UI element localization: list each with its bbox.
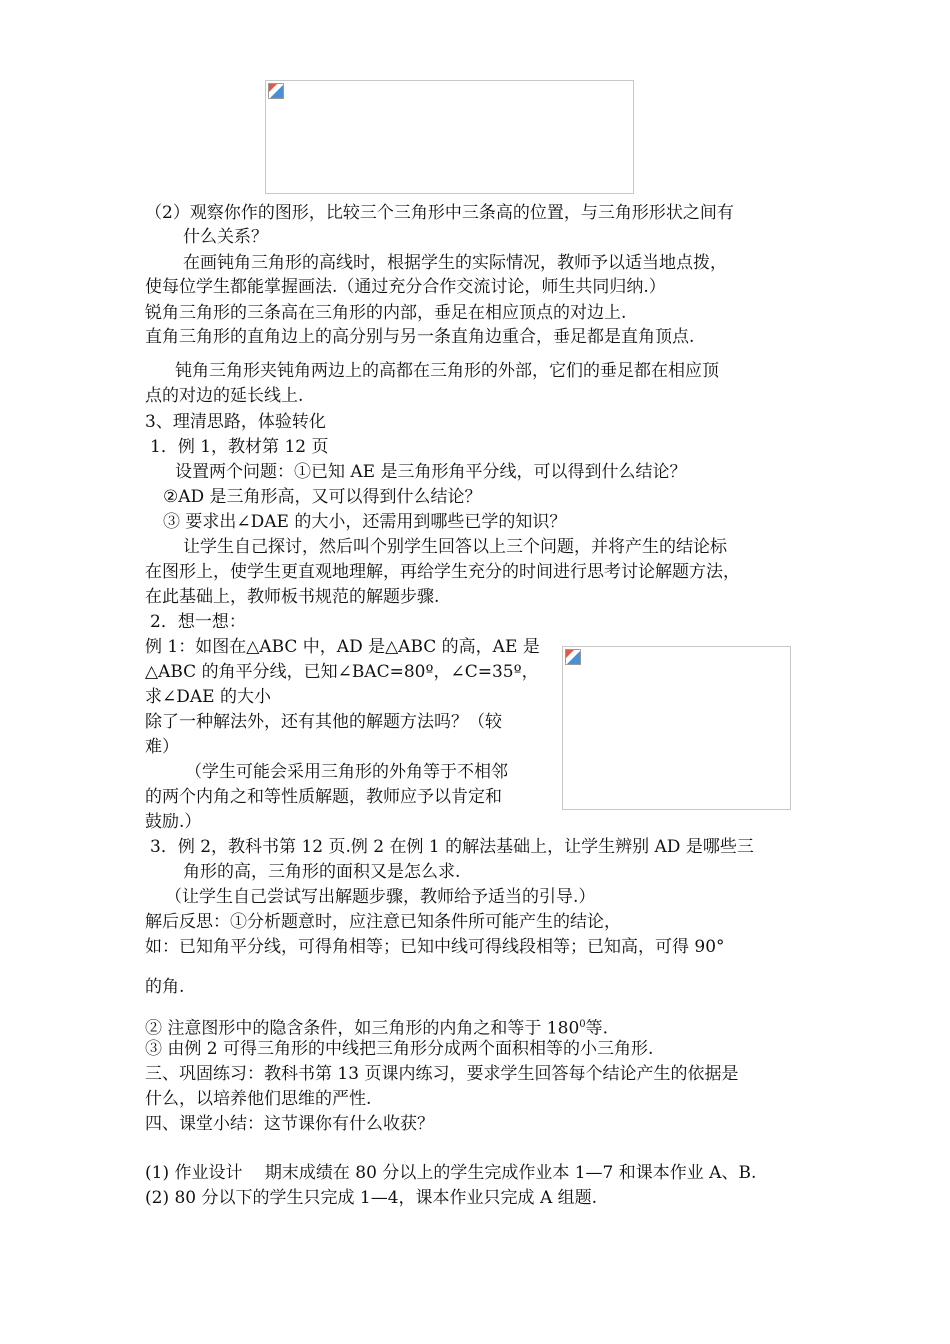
example2-line2: 角形的高，三角形的面积又是怎么求.	[183, 862, 461, 882]
example2-line3: （让学生自己尝试写出解题步骤，教师给予适当的引导.）	[165, 887, 596, 907]
broken-image-icon	[565, 649, 581, 665]
think-text-line2: △ABC 的角平分线，已知∠BAC=80º，∠C=35º，	[145, 662, 539, 682]
section-3-heading: 3、理清思路，体验转化	[145, 412, 326, 432]
think-text-line8: 鼓励.）	[145, 812, 202, 832]
example1-question1: 设置两个问题：①已知 AE 是三角形角平分线，可以得到什么结论？	[175, 462, 687, 482]
think-text-line3: 求∠DAE 的大小	[145, 687, 271, 707]
think-heading: 2．想一想：	[150, 612, 246, 632]
think-text-line1: 例 1：如图在△ABC 中，AD 是△ABC 的高，AE 是	[145, 637, 540, 657]
think-text-line5: 难）	[145, 737, 179, 757]
obtuse-triangle-line2: 点的对边的延长线上.	[145, 386, 304, 406]
figure-placeholder-top	[265, 80, 634, 194]
think-text-line4: 除了一种解法外，还有其他的解题方法吗？（较	[145, 712, 502, 732]
think-text-line7: 的两个内角之和等性质解题，教师应予以肯定和	[145, 787, 502, 807]
think-text-line6: （学生可能会采用三角形的外角等于不相邻	[185, 762, 508, 782]
reflection-line2: 如：已知角平分线，可得角相等；已知中线可得线段相等；已知高，可得 90°	[145, 937, 725, 957]
example1-para-line2: 在图形上，使学生更直观地理解，再给学生充分的时间进行思考讨论解题方法，	[145, 562, 740, 582]
note-median-area: ③ 由例 2 可得三角形的中线把三角形分成两个面积相等的小三角形.	[145, 1039, 654, 1059]
reflection-line1: 解后反思：①分析题意时，应注意已知条件所可能产生的结论，	[145, 912, 621, 932]
class-summary: 四、课堂小结：这节课你有什么收获？	[145, 1114, 434, 1134]
right-triangle-line: 直角三角形的直角边上的高分别与另一条直角边重合，垂足都是直角顶点.	[145, 327, 695, 347]
homework-line2: (2) 80 分以下的学生只完成 1—4，课本作业只完成 A 组题.	[145, 1188, 598, 1208]
q2-line2: 什么关系？	[183, 227, 268, 247]
figure-placeholder-example1	[562, 646, 791, 810]
example1-question2: ②AD 是三角形高，又可以得到什么结论？	[163, 487, 482, 507]
example1-para-line3: 在此基础上，教师板书规范的解题步骤.	[145, 587, 440, 607]
degree-superscript: 0	[579, 1019, 586, 1030]
example1-question3: ③ 要求出∠DAE 的大小，还需用到哪些已学的知识？	[163, 512, 567, 532]
example2-line1: 3．例 2，教科书第 12 页.例 2 在例 1 的解法基础上，让学生辨别 AD 是哪些三	[150, 837, 754, 857]
q2-line1: （2）观察你作的图形，比较三个三角形中三条高的位置，与三角形形状之间有	[145, 203, 734, 223]
reflection-line3: 的角.	[145, 977, 185, 997]
note-hidden-conditions-text: ② 注意图形中的隐含条件，如三角形的内角之和等于 180	[145, 1018, 580, 1039]
example1-para-line1: 让学生自己探讨，然后叫个别学生回答以上三个问题，并将产生的结论标	[183, 537, 727, 557]
consolidate-line1: 三、巩固练习：教科书第 13 页课内练习，要求学生回答每个结论产生的依据是	[145, 1064, 739, 1084]
obtuse-guide-line2: 使每位学生都能掌握画法.（通过充分合作交流讨论，师生共同归纳.）	[145, 277, 666, 297]
obtuse-guide-line1: 在画钝角三角形的高线时，根据学生的实际情况，教师予以适当地点拨，	[183, 253, 727, 273]
obtuse-triangle-line1: 钝角三角形夹钝角两边上的高都在三角形的外部，它们的垂足都在相应顶	[175, 361, 719, 381]
consolidate-line2: 什么，以培养他们思维的严性.	[145, 1089, 372, 1109]
broken-image-icon	[268, 83, 284, 99]
example1-heading: 1．例 1，教材第 12 页	[150, 437, 329, 457]
acute-triangle-line: 锐角三角形的三条高在三角形的内部，垂足在相应顶点的对边上.	[145, 303, 627, 323]
homework-line1: (1) 作业设计 期末成绩在 80 分以上的学生完成作业本 1—7 和课本作业 A、B.	[145, 1163, 757, 1183]
note-hidden-conditions-end: 等.	[585, 1018, 609, 1039]
